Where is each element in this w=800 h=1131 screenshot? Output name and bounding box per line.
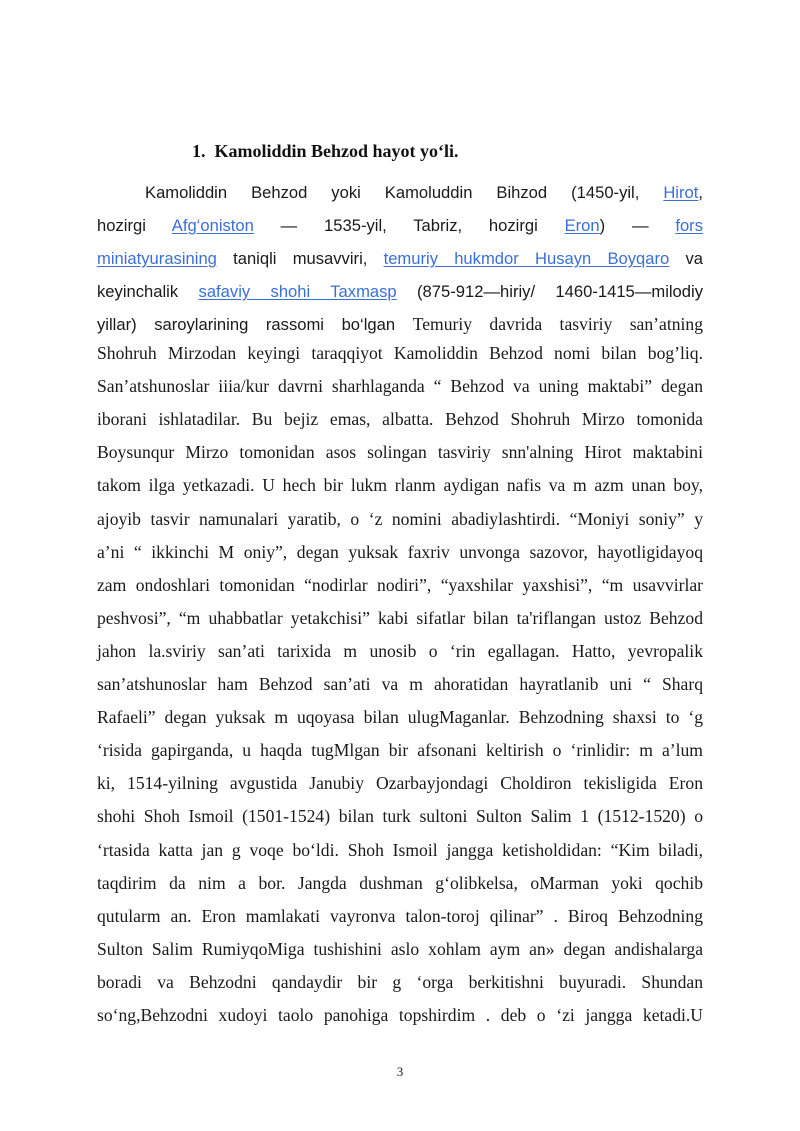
paragraph-line: ajoyib tasvir namunalari yaratib, o ‘z nomini abadiylashtirdi. “Moniyi soniy” y — [97, 508, 703, 529]
paragraph-line: jahon la.sviriy san’ati tarixida m unosib o ‘rin egallagan. Hatto, yevropalik — [97, 640, 703, 661]
paragraph-line: shohi Shoh Ismoil (1501-1524) bilan turk sultoni Sulton Salim 1 (1512-1520) o — [97, 806, 703, 827]
text-run: Kamoliddin Behzod yoki Kamoluddin Bihzod (1450-yil, — [145, 183, 664, 202]
paragraph-line: zam ondoshlari tomonidan “nodirlar nodiri”, “yaxshilar yaxshisi”, “m usavvirlar — [97, 574, 703, 595]
paragraph-line: boradi va Behzodni qandaydir bir g ‘orga berkitishni buyuradi. Shundan — [97, 971, 703, 992]
text-run: hozirgi — [97, 216, 172, 235]
paragraph-line — [145, 183, 703, 203]
paragraph-line: Shohruh Mirzodan keyingi taraqqiyot Kamoliddin Behzod nomi bilan bog’liq. — [97, 343, 703, 363]
link-afgoniston[interactable]: Afg‘oniston — [171, 216, 254, 235]
paragraph-line: ki, 1514-yilning avgustida Janubiy Ozarbayjondagi Choldiron tekisligida Eron — [97, 773, 703, 794]
text-run: , — [698, 183, 703, 202]
paragraph-line — [97, 282, 703, 302]
page-number: 3 — [396, 1064, 404, 1079]
text-run: taniqli musavviri, — [216, 249, 384, 268]
text-run: yillar) saroylarining rassomi bo‘lgan — [97, 315, 413, 334]
paragraph-line: a’ni “ ikkinchi M oniy”, degan yuksak faxriv unvonga sazovor, hayotligidayoq — [97, 541, 703, 562]
heading-number: 1. — [192, 141, 206, 161]
text-run: ) — — [599, 216, 676, 235]
paragraph-line: takom ilga yetkazadi. U hech bir lukm rlanm aydigan nafis va m azm unan boy, — [97, 475, 703, 496]
paragraph-line — [97, 216, 703, 236]
paragraph-line: iborani ishlatadilar. Bu bejiz emas, albatta. Behzod Shohruh Mirzo tomonida — [97, 409, 703, 430]
link-hirot[interactable]: Hirot — [663, 183, 699, 202]
paragraph-line: qutularm an. Eron mamlakati vayronva talon-toroj qilinar” . Biroq Behzodning — [97, 905, 703, 926]
paragraph-line: san’atshunoslar ham Behzod san’ati va m ahoratidan hayratlanib uni “ Sharq — [97, 674, 703, 694]
paragraph-line: taqdirim da nim a bor. Jangda dushman g‘olibkelsa, oMarman yoki qochib — [97, 872, 703, 893]
text-run: va — [669, 249, 704, 268]
paragraph-line: Sulton Salim RumiyqoMiga tushishini aslo xohlam aym an» degan andishalarga — [97, 938, 703, 959]
paragraph-line: peshvosi”, “m uhabbatlar yetakchisi” kabi sifatlar bilan ta'riflangan ustoz Behzod — [97, 607, 703, 628]
text-run: Temuriy davrida tasviriy san’atning — [412, 314, 703, 334]
section-heading — [192, 141, 459, 162]
paragraph-line: ‘risida gapirganda, u haqda tugMlgan bir afsonani keltirish o ‘rinlidir: m a’lum — [97, 740, 703, 761]
link-taxmasp[interactable]: safaviy shohi Taxmasp — [198, 282, 397, 301]
paragraph-line: so‘ng,Behzodni xudoyi taolo panohiga topshirdim . deb o ‘zi jangga ketadi.U — [97, 1005, 703, 1025]
text-run: keyinchalik — [97, 282, 199, 301]
link-husayn-boyqaro[interactable]: temuriy hukmdor Husayn Boyqaro — [383, 249, 670, 268]
paragraph-line: San’atshunoslar iiia/kur davrni sharhlaganda “ Behzod va uning maktabi” degan — [97, 376, 703, 397]
paragraph-line: Rafaeli” degan yuksak m uqoyasa bilan ulugMaganlar. Behzodning shaxsi to ‘g — [97, 707, 703, 728]
link-fors[interactable]: fors — [675, 216, 704, 235]
text-run: (875-912—hiriy/ 1460-1415—milodiy — [396, 282, 704, 301]
paragraph-line: Boysunqur Mirzo tomonidan asos solingan tasviriy snn'alning Hirot maktabini — [97, 442, 703, 463]
link-miniatyurasining[interactable]: miniatyurasining — [97, 249, 217, 268]
paragraph-line — [97, 249, 703, 269]
paragraph-line: ‘rtasida katta jan g voqe bo‘ldi. Shoh Ismoil jangga ketisholdidan: “Kim biladi, — [97, 839, 703, 860]
link-eron[interactable]: Eron — [564, 216, 600, 235]
paragraph-line — [97, 314, 703, 335]
text-run: — 1535-yil, Tabriz, hozirgi — [253, 216, 565, 235]
heading-title: Kamoliddin Behzod hayot yo‘li. — [214, 141, 459, 161]
